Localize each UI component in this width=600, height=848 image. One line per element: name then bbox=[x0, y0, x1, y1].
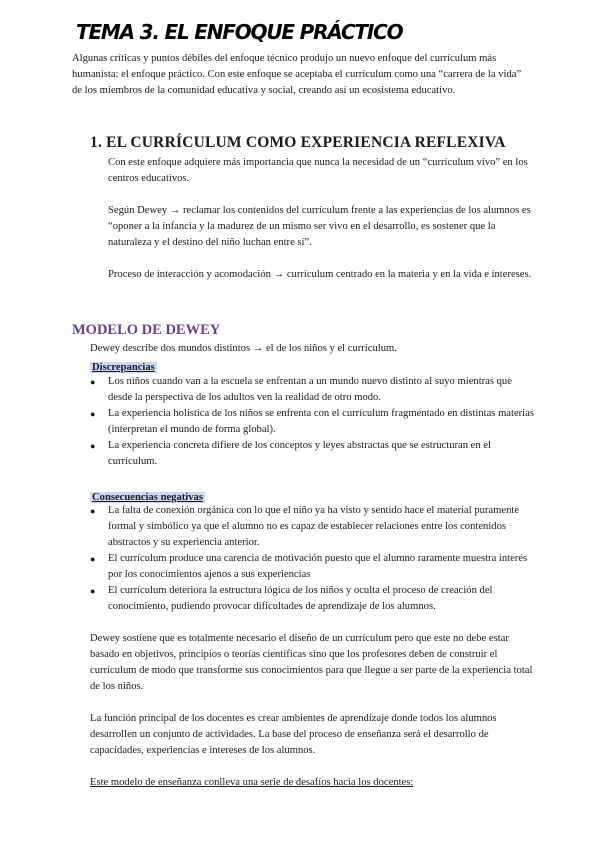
discrepancias-label-wrap bbox=[90, 357, 157, 375]
section1-paragraph: Según Dewey → reclamar los contenidos del currículum frente a las experiencias de los alumnos es “oponer a la infancia y la madurez de un mismo ser vivo en el desarrollo, es sostener que la naturaleza y el destino del niño luchan entre sí”. bbox=[108, 205, 531, 248]
page-title: TEMA 3. EL ENFOQUE PRÁCTICO bbox=[76, 20, 403, 44]
final-underlined-line: Este modelo de enseñanza conlleva una serie de desafíos hacia los docentes: bbox=[90, 777, 414, 788]
list-item: ● La falta de conexión orgánica con lo que el niño ya ha visto y sentido hace el material puramente formal y simbólico ya que el alumno no es capaz de establecer relaciones entre los contenidos abstractos y su experiencia anterior. bbox=[90, 503, 538, 551]
dewey-lead: Dewey describe dos mundos distintos → el de los niños y el currículum. bbox=[90, 343, 397, 354]
discrepancias-label: Discrepancias bbox=[92, 362, 155, 373]
section1-paragraph: Con este enfoque adquiere más importancia que nunca la necesidad de un “currículum vivo” en los centros educativos. bbox=[108, 157, 528, 184]
list-item: ● El currículum produce una carencia de motivación puesto que el alumno raramente muestra interés por los conocimientos ajenos a sus experiencias bbox=[90, 551, 538, 583]
section-heading-modelo-dewey: MODELO DE DEWEY bbox=[72, 322, 221, 338]
list-item: ● La experiencia concreta difiere de los conceptos y leyes abstractas que se estructuran en el currículum. bbox=[90, 438, 538, 470]
intro-paragraph: Algunas críticas y puntos débiles del enfoque técnico produjo un nuevo enfoque del currículum más humanista: el enfoque práctico. Con este enfoque se aceptaba el currículum como una “carrera de la vida” de los miembros de la comunidad educativa y social, creando así un ecosistema educativo. bbox=[72, 53, 522, 96]
list-item: ● La experiencia holística de los niños se enfrenta con el currículum fragmentado en distintas materias (interpretan el mundo de forma global). bbox=[90, 406, 538, 438]
section1-paragraph: Proceso de interacción y acomodación → currículum centrado en la materia y en la vida e intereses. bbox=[108, 269, 532, 280]
discrepancias-list bbox=[90, 374, 538, 470]
section-heading-curriculum-experiencia: 1. EL CURRÍCULUM COMO EXPERIENCIA REFLEXIVA bbox=[90, 134, 506, 151]
consecuencias-list bbox=[90, 503, 538, 615]
closing-paragraph: La función principal de los docentes es crear ambientes de aprendizaje donde todos los alumnos desarrollen un conjunto de actividades. La base del proceso de enseñanza será el desarrollo de capacidades, experiencias e intereses de los alumnos. bbox=[90, 713, 497, 756]
consecuencias-label: Consecuencias negativas bbox=[92, 492, 203, 503]
list-item: ● El currículum deteriora la estructura lógica de los niños y oculta el proceso de creación del conocimiento, pudiendo provocar dificultades de aprendizaje de los alumnos. bbox=[90, 583, 538, 615]
list-item: ● Los niños cuando van a la escuela se enfrentan a un mundo nuevo distinto al suyo mientras que desde la perspectiva de los adultos ven la realidad de otro modo. bbox=[90, 374, 538, 406]
closing-paragraph: Dewey sostiene que es totalmente necesario el diseño de un currículum pero que este no debe estar basado en objetivos, principios o teorías científicas sino que los profesores deben de construir el currículum de modo que transforme sus conocimientos para que llegue a ser parte de la experiencia total de los niños. bbox=[90, 633, 533, 692]
